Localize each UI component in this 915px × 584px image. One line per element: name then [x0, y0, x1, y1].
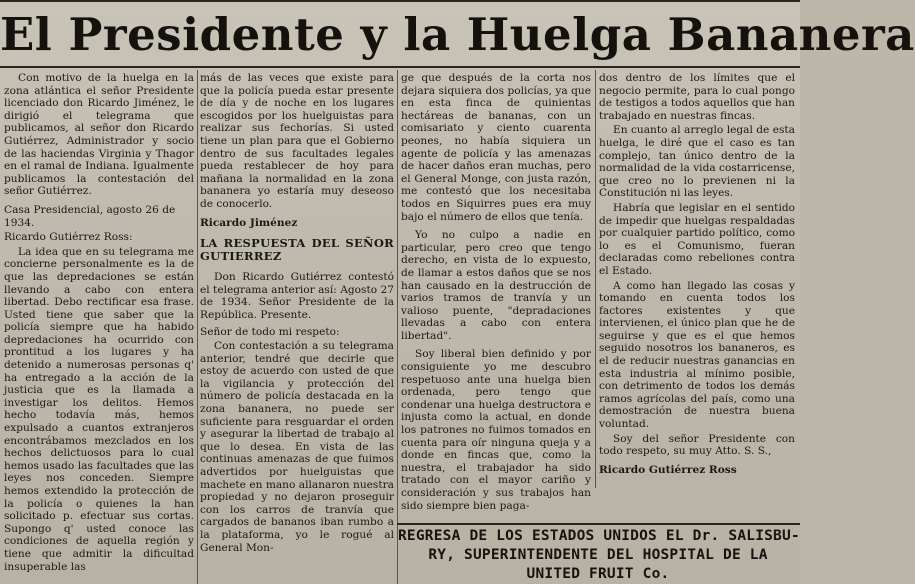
response-paragraph: En cuanto al arreglo legal de esta huelga, le diré que el caso es tan complejo, tan único dentro de la normalidad de la vida costarricense, que creo no lo previenen ni la Constitución ni las leyes. [599, 124, 795, 200]
box-rule [397, 523, 800, 525]
closing: Soy del señor Presidente con todo respeto, su muy Atto. S. S., [599, 432, 795, 458]
salisbury-headline-box [398, 527, 798, 584]
column-divider [595, 70, 596, 488]
column-2 [200, 72, 394, 584]
signature-jimenez: Ricardo Jiménez [200, 216, 298, 229]
top-rule [0, 0, 800, 2]
column-4 [599, 72, 795, 488]
box-line: REGRESA DE LOS ESTADOS UNIDOS EL Dr. SALISBU- [398, 528, 800, 544]
salutation: Señor de todo mi respeto: [200, 325, 340, 338]
column-divider [397, 70, 398, 584]
response-intro: Don Ricardo Gutiérrez contestó el telegrama anterior así: Agosto 27 de 1934. Señor Presidente de la República. Presente. [200, 271, 394, 321]
response-body-continued: dos dentro de los límites que el negocio permite, para lo cual pongo de testigos a todos aquellos que han trabajado en nuestras fincas. [599, 72, 795, 122]
addressee: Ricardo Gutiérrez Ross: [4, 231, 133, 244]
response-paragraph: Yo no culpo a nadie en particular, pero creo que tengo derecho, en vista de lo expuesto, de llamar a estos daños que se nos han causado en la destrucción de varios tramos de tranvía y un valioso puente, "depradaciones llevadas a cabo con entera libertad". [401, 229, 591, 342]
box-line: RY, SUPERINTENDENTE DEL HOSPITAL DE LA [428, 547, 768, 563]
dateline: Casa Presidencial, agosto 26 de 1934. [4, 203, 176, 229]
column-divider [197, 70, 198, 584]
response-body-continued: ge que después de la corta nos dejara siquiera dos policías, ya que en esta finca de quinientas hectáreas de bananas, con un comisariato y ciento cuarenta peones, no había siquiera un agente de policía y las amenazas de hacer daños eran muchas, pero el General Monge, con justa razón, me contestó que los necesitaba todos en Siquirres pues era muy bajo el número de ellos que tenía. [401, 72, 591, 223]
column-3 [401, 72, 591, 584]
telegram-body-continued: más de las veces que existe para que la policía pueda estar presente de día y de noche en los lugares escogidos por los huelguistas para realizar sus fechorías. Si usted tiene un plan para que el Gobierno dentro de sus facultades legales pueda restablecer de hoy para mañana la normalidad en la zona bananera yo estaría muy deseoso de conocerlo. [200, 72, 394, 210]
column-1 [4, 72, 194, 584]
signature-gutierrez: Ricardo Gutiérrez Ross [599, 463, 737, 476]
subheading-response: LA RESPUESTA DEL SEÑOR GUTIERREZ [200, 236, 394, 264]
box-line: UNITED FRUIT Co. [526, 566, 670, 582]
article-intro: Con motivo de la huelga en la zona atlántica el señor Presidente licenciado don Ricardo Jiménez, le dirigió el telegrama que publicamos, al señor don Ricardo Gutiérrez, Administrador y socio de las haciendas Virginia y Thagor en el ramal de Indiana. Igualmente publicamos la contestación del señor Gutiérrez. [4, 72, 194, 198]
headline: El Presidente y la Huelga Bananera [0, 8, 915, 61]
telegram-body: La idea que en su telegrama me concierne personalmente es la de que las depredaciones se están llevando a cabo con entera libertad. Debo rectificar esa frase. Usted tiene que saber que la policía siempre que ha habido depredaciones ha ocurrido con prontitud a los lugares y ha detenido a numerosas personas q' ha entregado a la acción de la justicia que es la llamada a investigar los delitos. Hemos hecho todavía más, hemos expulsado a cuantos extranjeros encontrábamos mezclados en los hechos delictuosos para lo cual hemos usado las facultades que las leyes nos conceden. Siempre hemos extendido la protección de la policía o quienes la han solicitado p. efectuar sus cortas. Supongo q' usted conoce las condiciones de aquella región y tiene que admitir la dificultad insuperable las [4, 245, 194, 573]
response-paragraph: Habría que legislar en el sentido de impedir que huelgas respaldadas por cualquier partido político, como lo es el Comunismo, fueran declaradas como rebeliones contra el Estado. [599, 201, 795, 277]
response-body: Con contestación a su telegrama anterior, tendré que decirle que estoy de acuerdo con usted de que la vigilancia y protección del número de policía destacada en la zona bananera, no puede ser suficiente para resguardar el orden y asegurar la libertad de trabajo al que lo desea. En vista de las continuas amenazas de que fuimos advertidos por huelguistas que machete en mano allanaron nuestra propiedad y no dejaron proseguir con los carros de tranvía que cargados de bananos iban rumbo a la plataforma, yo le rogué al General Mon- [200, 340, 394, 554]
response-paragraph: Soy liberal bien definido y por consiguiente yo me descubro respetuoso ante una huelga bien ordenada, pero tengo que condenar una huelga destructora e injusta como la actual, en donde los patrones no fuimos tomados en cuenta para oír ninguna queja y a donde en fincas que, como la nuestra, el trabajador ha sido tratado con el mayor cariño y consideración y sus trabajos han sido siempre bien paga- [401, 348, 591, 512]
headline-rule [0, 66, 800, 68]
response-paragraph: A como han llegado las cosas y tomando en cuenta todos los factores existentes y que intervienen, el único plan que he de seguirse y que es el que hemos seguido nosotros los bananeros, es el de reducir nuestras ganancias en esta industria al mínimo posible, con detrimento de todos los demás ramos agrícolas del país, como una demostración de nuestra buena voluntad. [599, 279, 795, 431]
